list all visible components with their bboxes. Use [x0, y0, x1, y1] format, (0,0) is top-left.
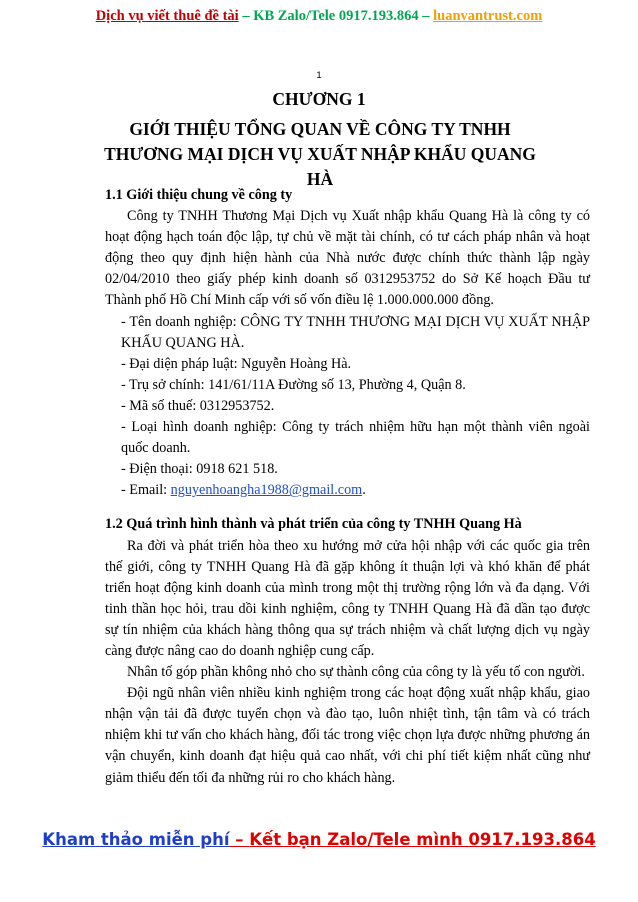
email-link[interactable]: nguyenhoangha1988@gmail.com: [170, 482, 363, 499]
email-end: .: [362, 482, 366, 499]
header-service-link[interactable]: Dịch vụ viết thuê đề tài: [95, 8, 239, 24]
header-separator: –: [238, 8, 254, 24]
header-banner: [0, 8, 638, 25]
email-label: - Email:: [121, 482, 171, 499]
list-item-email: [105, 480, 590, 501]
paragraph: Ra đời và phát triển hòa theo xu hướng mở cửa hội nhập với các quốc gia trên thế giới, công ty TNHH Quang Hà đã gặp không ít thuận lợi và khó khăn để phát triển hoạt động kinh doanh của mình trong một thị trường rộng lớn và đa dạng. Với tinh thần học hỏi, trau dồi kinh nghiệm, công ty TNHH Quang Hà đã dần tạo được sự tín nhiệm của khách hàng thông qua sự trách nhiệm và chất lượng dịch vụ ngày càng được nâng cao do doanh nghiệp cung cấp.: [105, 537, 590, 659]
footer-contact-link[interactable]: Kết bạn Zalo/Tele mình 0917.193.864: [249, 830, 596, 849]
chapter-label: CHƯƠNG 1: [272, 89, 366, 109]
header-separator: –: [418, 8, 434, 24]
list-item: - Tên doanh nghiệp: CÔNG TY TNHH THƯƠNG MẠI DỊCH VỤ XUẤT NHẬP KHẨU QUANG HÀ.: [121, 313, 590, 351]
paragraph: Đội ngũ nhân viên nhiều kinh nghiệm trong các hoạt động xuất nhập khẩu, giao nhận vận tải đã được tuyển chọn và đào tạo, luôn nhiệt tình, tận tâm và có trách nhiệm khi tư vấn cho khách hàng, đối tác trong việc chọn lựa được những phương án vận chuyển, kinh doanh đạt hiệu quả cao nhất, với chi phí tiết kiệm nhất cũng như giảm thiểu đến tối đa những rủi ro cho khách hàng.: [105, 685, 590, 786]
section-heading: 1.1 Giới thiệu chung về công ty: [105, 187, 293, 203]
chapter-title: GIỚI THIỆU TỔNG QUAN VỀ CÔNG TY TNHH THƯƠNG MẠI DỊCH VỤ XUẤT NHẬP KHẨU QUANG HÀ: [104, 119, 536, 189]
footer-banner: [0, 830, 638, 849]
section-heading: 1.2 Quá trình hình thành và phát triển của công ty TNHH Quang Hà: [105, 516, 522, 533]
header-site-link[interactable]: luanvantrust.com: [433, 8, 543, 24]
footer-free-link[interactable]: Kham thảo miễn phí: [42, 830, 230, 849]
list-item: - Điện thoại: 0918 621 518.: [121, 461, 278, 478]
list-item: - Đại diện pháp luật: Nguyễn Hoàng Hà.: [121, 355, 352, 372]
paragraph: Nhân tố góp phần không nhỏ cho sự thành công của công ty là yếu tố con người.: [127, 664, 585, 681]
footer-separator: –: [229, 830, 250, 849]
document-body: [105, 185, 590, 789]
list-item: - Loại hình doanh nghiệp: Công ty trách nhiệm hữu hạn một thành viên ngoài quốc doanh.: [121, 419, 590, 457]
section-gap: [105, 501, 590, 514]
paragraph: Công ty TNHH Thương Mại Dịch vụ Xuất nhập khẩu Quang Hà là công ty có hoạt động hạch toán độc lập, tự chủ về mặt tài chính, có tư cách pháp nhân và hoạt động theo quy định hiện hành của Nhà nước được chính thức thành lập ngày 02/04/2010 theo giấy phép kinh doanh số 0312953752 do Sở Kế hoạch Đầu tư Thành phố Hồ Chí Minh cấp với số vốn điều lệ 1.000.000.000 đồng.: [105, 208, 590, 309]
list-item: - Trụ sở chính: 141/61/11A Đường số 13, Phường 4, Quận 8.: [121, 376, 466, 393]
list-item: - Mã số thuế: 0312953752.: [121, 397, 275, 414]
header-contact-text: KB Zalo/Tele 0917.193.864: [253, 8, 419, 24]
page-number: 1: [316, 70, 322, 81]
